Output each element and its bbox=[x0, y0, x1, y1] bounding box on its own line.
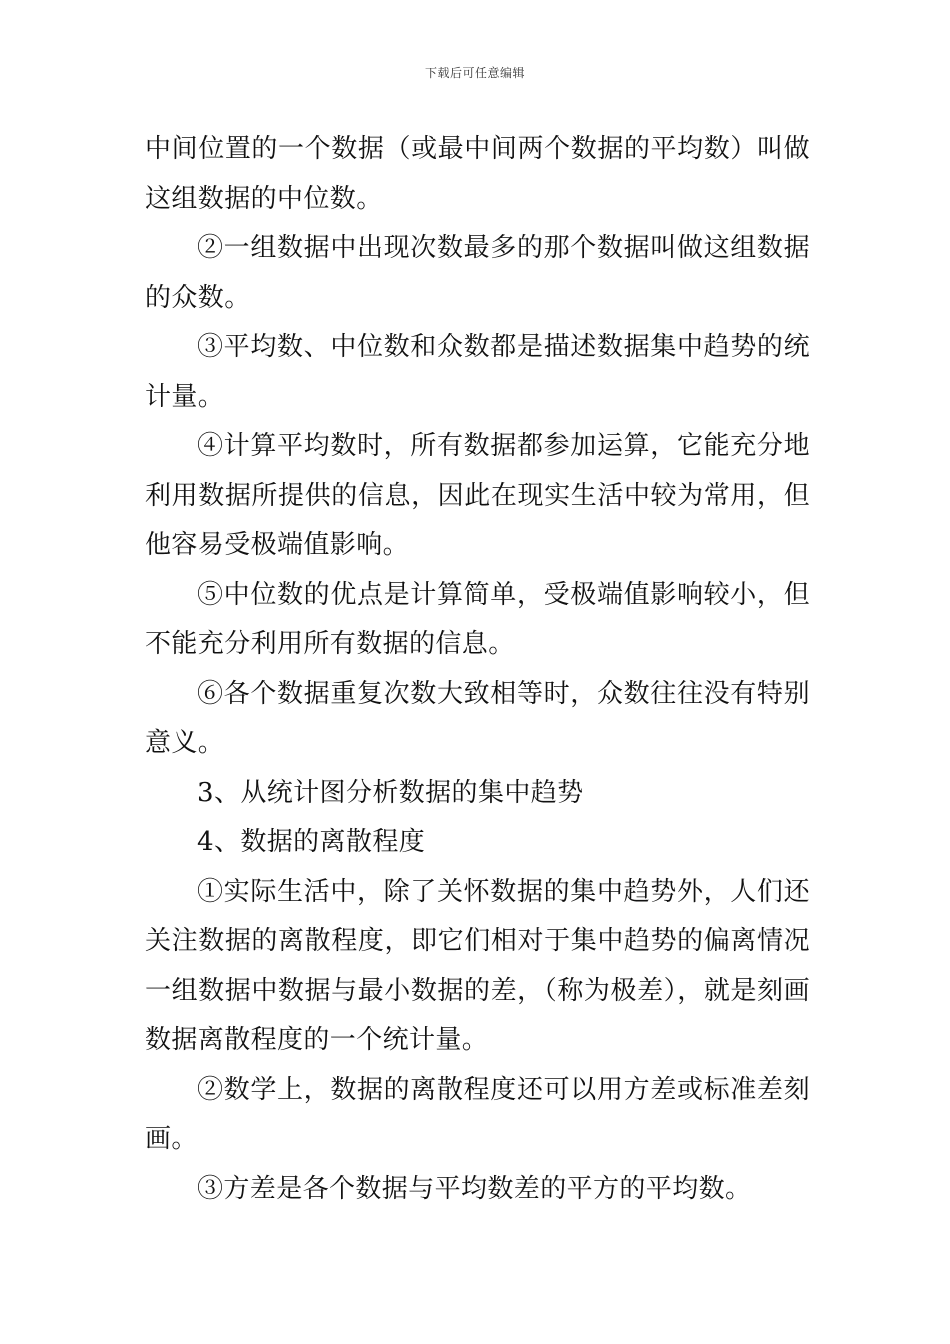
paragraph-median-properties: ⑤中位数的优点是计算简单，受极端值影响较小，但不能充分利用所有数据的信息。 bbox=[145, 579, 810, 659]
paragraph-mode-properties: ⑥各个数据重复次数大致相等时，众数往往没有特别意义。 bbox=[145, 678, 810, 758]
paragraph-mean-properties: ④计算平均数时，所有数据都参加运算，它能充分地利用数据所提供的信息，因此在现实生活中较为常用，但他容易受极端值影响。 bbox=[145, 431, 810, 560]
paragraph-mode-definition: ②一组数据中出现次数最多的那个数据叫做这组数据的众数。 bbox=[145, 233, 810, 313]
paragraph-range-definition: ①实际生活中，除了关怀数据的集中趋势外，人们还关注数据的离散程度，即它们相对于集中趋势的偏离情况一组数据中数据与最小数据的差，（称为极差），就是刻画数据离散程度的一个统计量。 bbox=[145, 876, 810, 1055]
paragraph-variance-definition: ③方差是各个数据与平均数差的平方的平均数。 bbox=[197, 1173, 752, 1204]
paragraph-median-definition: 中间位置的一个数据（或最中间两个数据的平均数）叫做这组数据的中位数。 bbox=[145, 134, 810, 214]
paragraph-central-tendency-measures: ③平均数、中位数和众数都是描述数据集中趋势的统计量。 bbox=[145, 332, 810, 412]
document-body bbox=[145, 125, 810, 1214]
paragraph-variance-std: ②数学上，数据的离散程度还可以用方差或标准差刻画。 bbox=[145, 1074, 810, 1154]
page-header: 下载后可任意编辑 bbox=[424, 66, 525, 80]
section-heading-statistical-charts: 3、从统计图分析数据的集中趋势 bbox=[197, 777, 584, 808]
section-heading-dispersion: 4、数据的离散程度 bbox=[197, 827, 426, 857]
